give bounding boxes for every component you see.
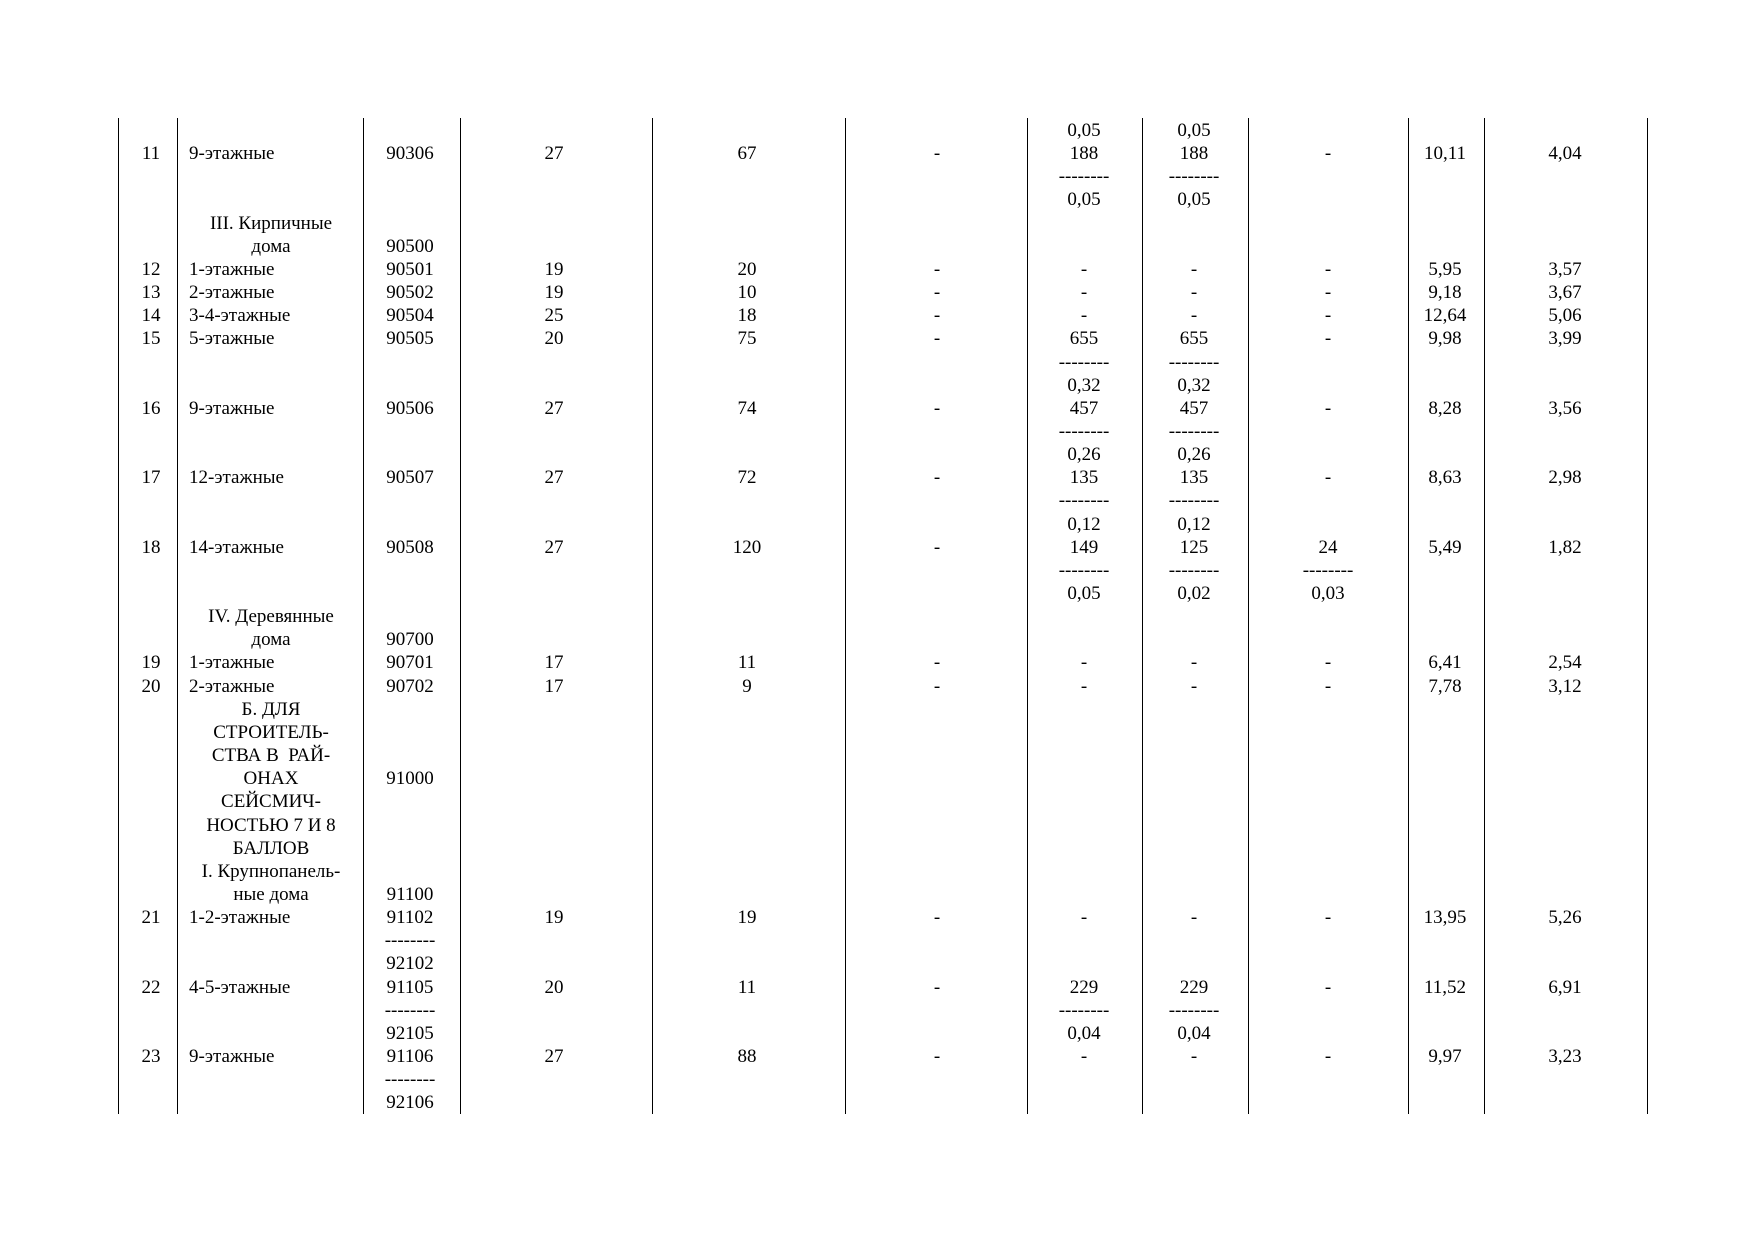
- col-10-value: 10,11: [1423, 143, 1467, 165]
- col-6-value: -: [933, 305, 941, 327]
- object-code: 90700: [386, 629, 434, 651]
- col-11-value: 3,57: [1548, 258, 1582, 280]
- object-name: 4-5-этажные: [189, 976, 291, 998]
- col-6-value: -: [933, 907, 941, 929]
- col-4-value: 17: [544, 652, 564, 674]
- col-8-value: 457: [1179, 397, 1209, 419]
- row-number: 22: [141, 976, 161, 998]
- col-8-value: --------: [1168, 999, 1220, 1021]
- col-8-value: --------: [1168, 490, 1220, 512]
- col-4-value: 17: [544, 675, 564, 697]
- col-11-value: 3,23: [1548, 1046, 1582, 1067]
- col-5-value: 11: [737, 652, 757, 674]
- col-5-value: 88: [737, 1046, 757, 1067]
- column-divider: [652, 118, 653, 1114]
- col-9-value: -: [1324, 1046, 1332, 1067]
- col-8-value: 0,02: [1177, 583, 1211, 604]
- col-11-value: 3,99: [1548, 328, 1582, 350]
- col-7-value: -: [1080, 1046, 1088, 1067]
- object-name: 12-этажные: [189, 467, 284, 489]
- row-number: 23: [141, 1046, 161, 1067]
- column-divider: [177, 118, 178, 1114]
- object-name: СТРОИТЕЛЬ-: [213, 721, 329, 743]
- column-divider: [363, 118, 364, 1114]
- col-7-value: 0,12: [1067, 513, 1101, 535]
- col-6-value: -: [933, 328, 941, 350]
- col-9-value: -: [1324, 675, 1332, 697]
- col-5-value: 67: [737, 143, 757, 165]
- col-10-value: 13,95: [1423, 907, 1467, 929]
- col-9-value: -: [1324, 652, 1332, 674]
- col-7-value: -: [1080, 282, 1088, 304]
- object-name: НОСТЬЮ 7 И 8: [206, 814, 336, 836]
- object-code: 90702: [386, 675, 434, 697]
- row-number: 14: [141, 305, 161, 327]
- column-divider: [118, 118, 119, 1114]
- object-name: 3-4-этажные: [189, 305, 291, 327]
- col-11-value: 6,91: [1548, 976, 1582, 998]
- col-5-value: 18: [737, 305, 757, 327]
- col-10-value: 9,97: [1428, 1046, 1462, 1067]
- row-number: 19: [141, 652, 161, 674]
- col-8-value: -: [1190, 907, 1198, 929]
- col-9-value: -: [1324, 328, 1332, 350]
- object-code: --------: [384, 930, 436, 952]
- object-name: 5-этажные: [189, 328, 275, 350]
- col-10-value: 5,49: [1428, 536, 1462, 558]
- object-name: 9-этажные: [189, 1046, 275, 1067]
- col-7-value: -: [1080, 258, 1088, 280]
- col-7-value: -: [1080, 675, 1088, 697]
- col-4-value: 27: [544, 143, 564, 165]
- object-code: 90508: [386, 536, 434, 558]
- object-code: 90507: [386, 467, 434, 489]
- row-number: 21: [141, 907, 161, 929]
- col-7-value: 135: [1069, 467, 1099, 489]
- object-name: ные дома: [233, 883, 309, 905]
- object-code: 91100: [386, 883, 434, 905]
- col-8-value: 125: [1179, 536, 1209, 558]
- col-6-value: -: [933, 143, 941, 165]
- object-name: ОНАХ: [243, 768, 299, 790]
- object-name: 1-этажные: [189, 258, 275, 280]
- object-name: дома: [251, 629, 291, 651]
- col-5-value: 120: [732, 536, 762, 558]
- column-divider: [1142, 118, 1143, 1114]
- col-5-value: 10: [737, 282, 757, 304]
- column-divider: [1027, 118, 1028, 1114]
- col-9-value: -: [1324, 397, 1332, 419]
- col-9-value: -: [1324, 907, 1332, 929]
- col-7-value: --------: [1058, 351, 1110, 373]
- col-8-value: 0,32: [1177, 374, 1211, 396]
- col-7-value: 0,05: [1067, 583, 1101, 604]
- col-8-value: 188: [1179, 143, 1209, 165]
- object-code: 91106: [386, 1046, 434, 1067]
- col-7-value: --------: [1058, 559, 1110, 581]
- object-name: СТВА В РАЙ-: [211, 745, 331, 767]
- col-8-value: -: [1190, 652, 1198, 674]
- col-8-value: 229: [1179, 976, 1209, 998]
- col-5-value: 19: [737, 907, 757, 929]
- column-divider: [460, 118, 461, 1114]
- col-4-value: 20: [544, 976, 564, 998]
- col-9-value: 24: [1318, 536, 1338, 558]
- col-7-value: 0,05: [1067, 189, 1101, 211]
- object-code: 90504: [386, 305, 434, 327]
- object-code: 92105: [386, 1022, 434, 1044]
- row-number: 16: [141, 397, 161, 419]
- column-divider: [845, 118, 846, 1114]
- col-7-value: --------: [1058, 166, 1110, 188]
- row-number: 17: [141, 467, 161, 489]
- col-6-value: -: [933, 1046, 941, 1067]
- object-name: IV. Деревянные: [208, 606, 334, 628]
- col-8-value: 0,26: [1177, 444, 1211, 466]
- object-name: Б. ДЛЯ: [241, 698, 301, 720]
- row-number: 18: [141, 536, 161, 558]
- column-divider: [1647, 118, 1648, 1114]
- col-9-value: -: [1324, 258, 1332, 280]
- object-name: III. Кирпичные: [209, 212, 333, 234]
- object-name: 1-2-этажные: [189, 907, 291, 929]
- object-code: 90500: [386, 235, 434, 257]
- object-name: 2-этажные: [189, 675, 275, 697]
- object-code: 90501: [386, 258, 434, 280]
- object-code: 91000: [386, 768, 434, 790]
- col-10-value: 11,52: [1423, 976, 1467, 998]
- column-divider: [1484, 118, 1485, 1114]
- col-6-value: -: [933, 652, 941, 674]
- col-9-value: -: [1324, 305, 1332, 327]
- col-10-value: 8,63: [1428, 467, 1462, 489]
- col-8-value: --------: [1168, 351, 1220, 373]
- object-name: БАЛЛОВ: [232, 837, 310, 859]
- col-5-value: 74: [737, 397, 757, 419]
- row-number: 13: [141, 282, 161, 304]
- col-8-value: -: [1190, 675, 1198, 697]
- col-6-value: -: [933, 675, 941, 697]
- col-9-value: -: [1324, 976, 1332, 998]
- col-8-value: -: [1190, 1046, 1198, 1067]
- object-name: 1-этажные: [189, 652, 275, 674]
- col-6-value: -: [933, 467, 941, 489]
- col-7-value: 0,04: [1067, 1022, 1101, 1044]
- object-code: 91105: [386, 976, 434, 998]
- col-10-value: 12,64: [1423, 305, 1467, 327]
- col-11-value: 4,04: [1548, 143, 1582, 165]
- col-10-value: 9,18: [1428, 282, 1462, 304]
- col-7-value: 0,05: [1067, 120, 1101, 141]
- object-name: 9-этажные: [189, 143, 275, 165]
- col-6-value: -: [933, 397, 941, 419]
- object-name: 9-этажные: [189, 397, 275, 419]
- object-code: --------: [384, 1069, 436, 1091]
- col-10-value: 9,98: [1428, 328, 1462, 350]
- col-8-value: 0,04: [1177, 1022, 1211, 1044]
- col-7-value: -: [1080, 305, 1088, 327]
- col-7-value: -: [1080, 907, 1088, 929]
- col-11-value: 2,98: [1548, 467, 1582, 489]
- col-4-value: 19: [544, 282, 564, 304]
- object-code: 90505: [386, 328, 434, 350]
- col-9-value: -: [1324, 282, 1332, 304]
- col-6-value: -: [933, 258, 941, 280]
- object-code: 90306: [386, 143, 434, 165]
- col-4-value: 19: [544, 907, 564, 929]
- col-10-value: 8,28: [1428, 397, 1462, 419]
- col-11-value: 5,06: [1548, 305, 1582, 327]
- col-7-value: 457: [1069, 397, 1099, 419]
- col-11-value: 2,54: [1548, 652, 1582, 674]
- object-name: СЕЙСМИЧ-: [221, 791, 321, 813]
- row-number: 15: [141, 328, 161, 350]
- column-divider: [1248, 118, 1249, 1114]
- col-7-value: 655: [1069, 328, 1099, 350]
- col-5-value: 20: [737, 258, 757, 280]
- col-6-value: -: [933, 976, 941, 998]
- object-name: I. Крупнопанель-: [201, 860, 341, 882]
- col-5-value: 11: [737, 976, 757, 998]
- object-code: 90701: [386, 652, 434, 674]
- col-6-value: -: [933, 282, 941, 304]
- col-8-value: -: [1190, 305, 1198, 327]
- col-9-value: -: [1324, 467, 1332, 489]
- col-7-value: 0,32: [1067, 374, 1101, 396]
- col-7-value: 229: [1069, 976, 1099, 998]
- col-11-value: 3,12: [1548, 675, 1582, 697]
- object-code: 92106: [386, 1092, 434, 1114]
- col-11-value: 5,26: [1548, 907, 1582, 929]
- col-8-value: 135: [1179, 467, 1209, 489]
- col-11-value: 3,56: [1548, 397, 1582, 419]
- col-5-value: 72: [737, 467, 757, 489]
- col-6-value: -: [933, 536, 941, 558]
- col-5-value: 75: [737, 328, 757, 350]
- col-4-value: 27: [544, 397, 564, 419]
- row-number: 20: [141, 675, 161, 697]
- col-7-value: --------: [1058, 490, 1110, 512]
- col-9-value: 0,03: [1311, 583, 1345, 604]
- col-5-value: 9: [742, 675, 752, 697]
- col-7-value: 149: [1069, 536, 1099, 558]
- col-7-value: 0,26: [1067, 444, 1101, 466]
- object-name: дома: [251, 235, 291, 257]
- row-number: 12: [141, 258, 161, 280]
- col-4-value: 25: [544, 305, 564, 327]
- object-name: 2-этажные: [189, 282, 275, 304]
- row-number: 11: [141, 143, 161, 165]
- col-4-value: 20: [544, 328, 564, 350]
- col-8-value: -: [1190, 282, 1198, 304]
- col-7-value: --------: [1058, 420, 1110, 442]
- col-8-value: 0,12: [1177, 513, 1211, 535]
- col-7-value: --------: [1058, 999, 1110, 1021]
- col-4-value: 27: [544, 1046, 564, 1067]
- col-7-value: -: [1080, 652, 1088, 674]
- col-4-value: 27: [544, 467, 564, 489]
- col-11-value: 1,82: [1548, 536, 1582, 558]
- col-8-value: --------: [1168, 420, 1220, 442]
- col-8-value: 655: [1179, 328, 1209, 350]
- col-4-value: 19: [544, 258, 564, 280]
- col-7-value: 188: [1069, 143, 1099, 165]
- object-code: --------: [384, 999, 436, 1021]
- col-8-value: -: [1190, 258, 1198, 280]
- col-8-value: 0,05: [1177, 189, 1211, 211]
- object-code: 91102: [386, 907, 434, 929]
- col-8-value: --------: [1168, 166, 1220, 188]
- object-name: 14-этажные: [189, 536, 284, 558]
- col-4-value: 27: [544, 536, 564, 558]
- object-code: 92102: [386, 953, 434, 975]
- object-code: 90502: [386, 282, 434, 304]
- col-10-value: 5,95: [1428, 258, 1462, 280]
- col-10-value: 6,41: [1428, 652, 1462, 674]
- col-9-value: --------: [1302, 559, 1354, 581]
- col-11-value: 3,67: [1548, 282, 1582, 304]
- col-8-value: 0,05: [1177, 120, 1211, 141]
- col-9-value: -: [1324, 143, 1332, 165]
- object-code: 90506: [386, 397, 434, 419]
- col-10-value: 7,78: [1428, 675, 1462, 697]
- col-8-value: --------: [1168, 559, 1220, 581]
- column-divider: [1408, 118, 1409, 1114]
